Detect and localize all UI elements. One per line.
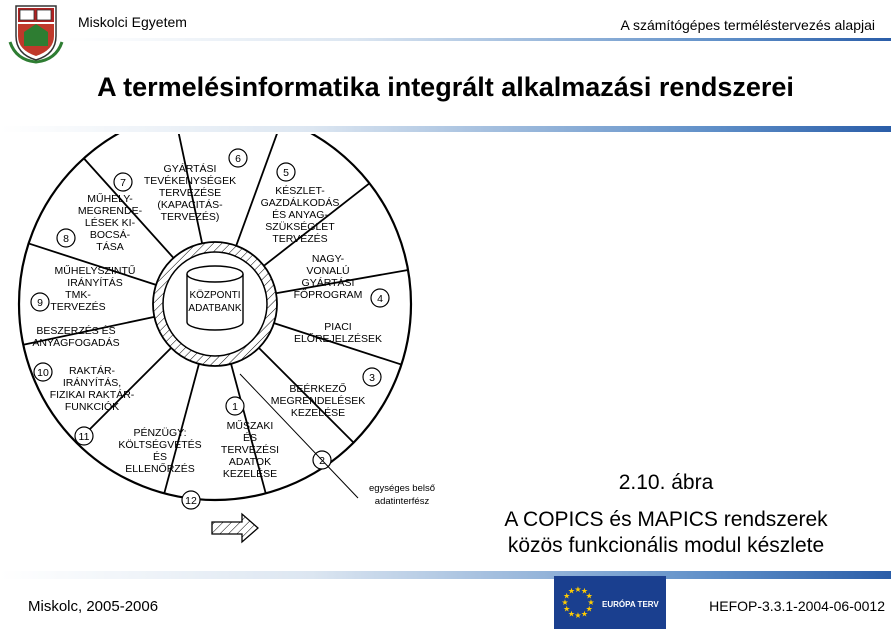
module-6-label-line: GYÁRTÁSI [163, 163, 217, 175]
module-2-number: 2 [319, 455, 325, 467]
eu-star-icon: ★ [585, 604, 593, 614]
eu-star-icon: ★ [574, 611, 582, 620]
eu-star-icon: ★ [587, 598, 595, 607]
module-4-label-line: FŐPROGRAM [293, 289, 363, 301]
university-crest-logo [6, 2, 66, 64]
module-10-label-line: BESZERZÉS ÉS [36, 325, 116, 337]
module-4-label-line: VONALÚ [306, 265, 350, 277]
eu-star-icon: ★ [567, 609, 576, 619]
module-7-label-line: MŰHELY- [87, 193, 133, 205]
module-12-number: 12 [185, 495, 197, 507]
module-5-number: 5 [283, 167, 289, 179]
project-code: HEFOP-3.3.1-2004-06-0012 [709, 598, 885, 614]
figure-number: 2.10. ábra [618, 471, 714, 494]
eu-stars-icon [561, 585, 594, 620]
eu-star-icon: ★ [580, 609, 589, 619]
module-5-label-line: ÉS ANYAG- [272, 209, 328, 221]
module-11-label-line: FIZIKAI RAKTÁR- [49, 389, 135, 401]
module-5-label-line: KÉSZLET- [275, 185, 325, 197]
module-6-label-line: TEVÉKENYSÉGEK [143, 175, 237, 187]
module-5-label-line: TERVEZÉS [272, 233, 328, 245]
module-3-number: 3 [369, 372, 375, 384]
module-4-label-line: GYÁRTÁSI [301, 277, 355, 289]
module-3-label-line: ELŐREJELZÉSEK [293, 333, 383, 345]
module-8-label-line: IRÁNYÍTÁS [67, 277, 123, 289]
module-12-label-line: KÖLTSÉGVETÉS [118, 439, 202, 451]
interface-label-line-1: egységes belső [368, 483, 436, 494]
module-12-label-line: ELLENŐRZÉS [125, 463, 195, 475]
module-11-label-line: RAKTÁR- [68, 365, 116, 377]
module-7-number: 7 [120, 177, 126, 189]
eu-star-icon: ★ [574, 585, 582, 594]
module-7-label-line: BOCSÁ- [89, 229, 131, 241]
header-rule [66, 38, 891, 41]
module-1-label-line: TERVEZÉSI [220, 444, 280, 456]
database-top [187, 266, 243, 282]
module-10-label-line: ANYAGFOGADÁS [32, 337, 120, 349]
module-8-number: 8 [63, 233, 69, 245]
interface-arrow-icon [212, 514, 258, 542]
module-5-label-line: SZÜKSÉGLET [265, 221, 335, 233]
module-8-label-line: MŰHELYSZINTŰ [54, 265, 136, 277]
eu-star-icon: ★ [580, 586, 589, 596]
module-6-label-line: TERVEZÉS) [160, 211, 220, 223]
interface-label-line-2: adatinterfész [374, 496, 430, 507]
module-11-label-line: FUNKCIÓK [64, 401, 120, 413]
copics-module-wheel-diagram [0, 134, 470, 574]
eu-star-icon: ★ [567, 586, 576, 596]
module-7-label-line: TÁSA [96, 241, 124, 253]
module-1-number: 1 [232, 401, 238, 413]
figure-caption-line-2: közös funkcionális modul készlete [507, 534, 825, 557]
center-label-1: KÖZPONTI [189, 290, 241, 301]
eu-star-icon: ★ [563, 604, 571, 614]
module-2-label-line: BEÉRKEZŐ [289, 383, 347, 395]
university-name: Miskolci Egyetem [78, 14, 187, 30]
module-6-number: 6 [235, 153, 241, 165]
module-11-label-line: IRÁNYÍTÁS, [62, 377, 122, 389]
center-label-2: ADATBANK [188, 303, 242, 314]
module-3-label-line: PIACI [324, 321, 352, 333]
module-2-label-line: KEZELÉSE [290, 407, 346, 419]
footer-rule [0, 571, 891, 579]
module-6-label-line: (KAPACITÁS- [157, 199, 223, 211]
europa-terv-logo [554, 576, 666, 629]
module-9-label-line: TERVEZÉS [50, 301, 106, 313]
module-5-label-line: GAZDÁLKODÁS [260, 197, 340, 209]
module-12-label-line: ÉS [152, 451, 168, 463]
module-1-label-line: ADATOK [228, 456, 272, 468]
module-4-label-line: NAGY- [311, 253, 345, 265]
title-rule [0, 126, 891, 132]
eu-star-icon: ★ [585, 591, 593, 601]
figure-caption-line-1: A COPICS és MAPICS rendszerek [504, 508, 828, 531]
module-2-label-line: MEGRENDELÉSEK [270, 395, 366, 407]
module-7-label-line: MEGRENDE- [77, 205, 143, 217]
europa-terv-logo-text: EURÓPA TERV [602, 600, 659, 609]
footer-date: Miskolc, 2005-2006 [28, 598, 159, 615]
eu-star-icon: ★ [561, 598, 569, 607]
module-9-number: 9 [37, 297, 43, 309]
module-7-label-line: LÉSEK KI- [84, 217, 136, 229]
module-12-label-line: PÉNZÜGY: [133, 427, 187, 439]
slide-title: A termelésinformatika integrált alkalmazási rendszerei [97, 72, 794, 102]
module-4-number: 4 [377, 293, 383, 305]
module-1-label-line: MŰSZAKI [226, 420, 274, 432]
module-1-label-line: ÉS [242, 432, 258, 444]
eu-star-icon: ★ [563, 591, 571, 601]
module-10-number: 10 [37, 367, 49, 379]
module-6-label-line: TERVEZÉSE [158, 187, 222, 199]
course-name: A számítógépes terméléstervezés alapjai [620, 17, 875, 33]
module-11-number: 11 [78, 431, 90, 443]
module-9-label-line: TMK- [65, 289, 91, 301]
module-12 [118, 426, 201, 509]
module-1-label-line: KEZELÉSE [222, 468, 278, 480]
